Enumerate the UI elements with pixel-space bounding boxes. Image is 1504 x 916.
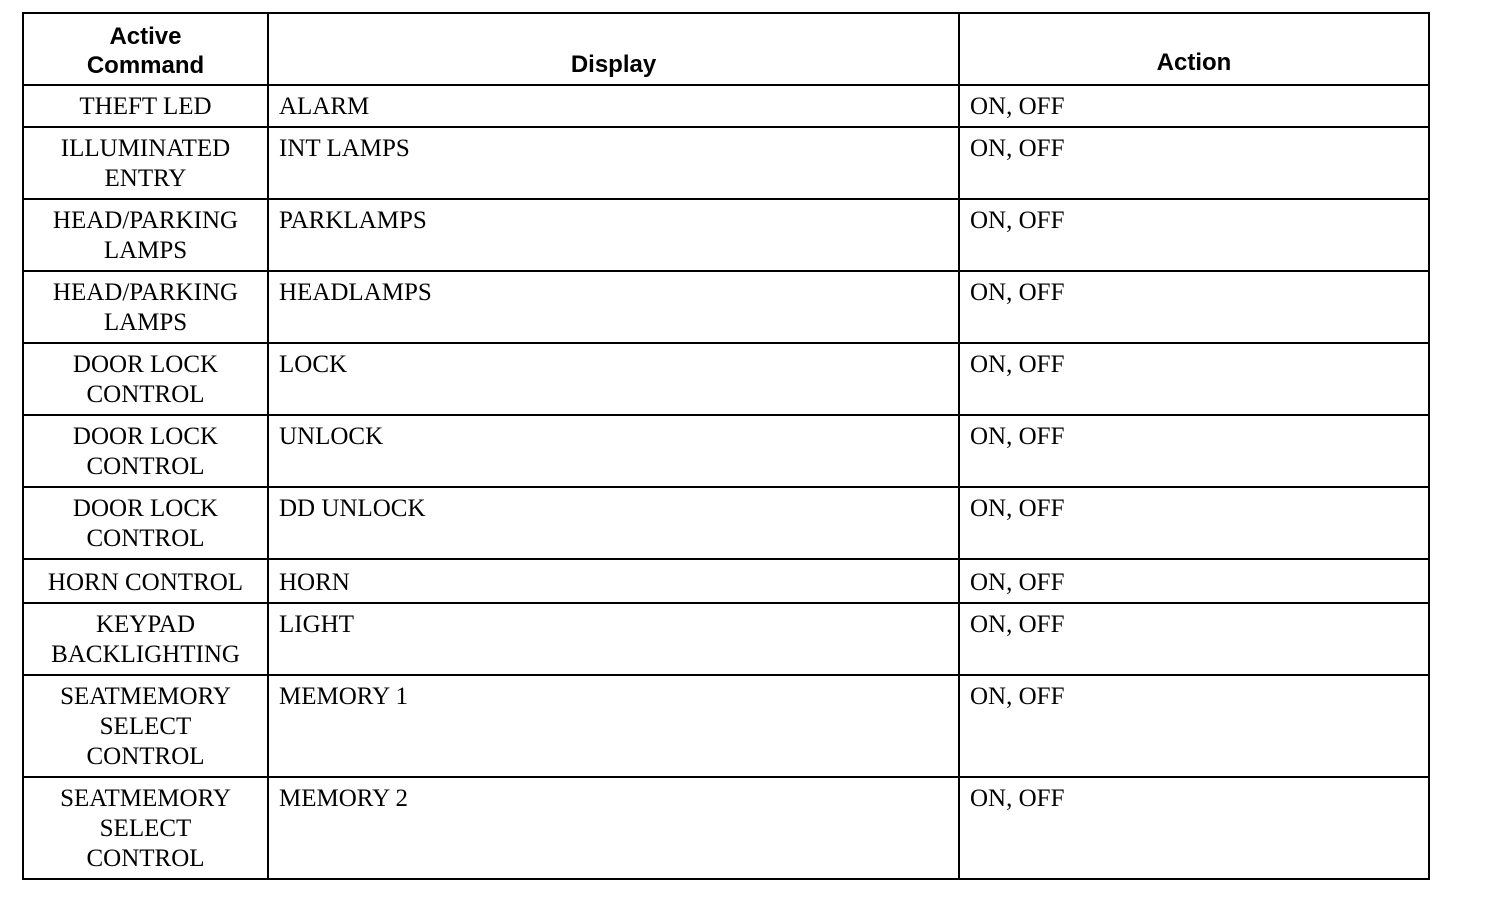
action-cell: ON, OFF <box>959 559 1429 603</box>
header-active-command <box>23 13 268 85</box>
command-text: LAMPS <box>103 237 188 264</box>
header-row <box>23 13 1429 85</box>
command-cell <box>23 271 268 343</box>
command-cell <box>23 675 268 777</box>
command-text: DOOR LOCK <box>72 423 219 450</box>
display-cell: HEADLAMPS <box>268 271 959 343</box>
action-cell: ON, OFF <box>959 343 1429 415</box>
command-text: LAMPS <box>103 309 188 336</box>
action-cell: ON, OFF <box>959 127 1429 199</box>
command-text: CONTROL <box>86 453 205 480</box>
command-text: SEATMEMORY <box>60 785 231 812</box>
command-text: ILLUMINATED <box>60 135 231 162</box>
action-cell: ON, OFF <box>959 675 1429 777</box>
display-cell: PARKLAMPS <box>268 199 959 271</box>
command-text: ENTRY <box>104 165 187 192</box>
header-active-command-line2: Command <box>86 52 205 79</box>
command-text: CONTROL <box>86 525 205 552</box>
action-cell: ON, OFF <box>959 271 1429 343</box>
display-cell: ALARM <box>268 85 959 127</box>
header-active-command-line1: Active <box>109 23 182 50</box>
header-display: Display <box>268 13 959 85</box>
action-cell: ON, OFF <box>959 415 1429 487</box>
command-text: DOOR LOCK <box>72 495 219 522</box>
display-cell: DD UNLOCK <box>268 487 959 559</box>
command-cell <box>23 85 268 127</box>
command-text: HEAD/PARKING <box>52 279 239 306</box>
display-cell: MEMORY 1 <box>268 675 959 777</box>
action-cell: ON, OFF <box>959 199 1429 271</box>
action-cell: ON, OFF <box>959 85 1429 127</box>
table-row <box>23 271 1429 343</box>
command-text: CONTROL <box>86 381 205 408</box>
command-text: KEYPAD <box>95 611 196 638</box>
command-text: CONTROL <box>86 845 205 872</box>
command-text: HEAD/PARKING <box>52 207 239 234</box>
display-cell: HORN <box>268 559 959 603</box>
command-text: THEFT LED <box>79 93 212 120</box>
table-row <box>23 415 1429 487</box>
command-cell <box>23 127 268 199</box>
table-row <box>23 603 1429 675</box>
command-text: SEATMEMORY <box>60 683 231 710</box>
command-cell <box>23 777 268 879</box>
table-row <box>23 127 1429 199</box>
table-row <box>23 487 1429 559</box>
table-row <box>23 777 1429 879</box>
table-row <box>23 343 1429 415</box>
display-cell: INT LAMPS <box>268 127 959 199</box>
command-cell <box>23 487 268 559</box>
table-row <box>23 559 1429 603</box>
table-row <box>23 675 1429 777</box>
command-text: CONTROL <box>86 743 205 770</box>
header-action: Action <box>959 13 1429 85</box>
command-cell <box>23 559 268 603</box>
command-cell <box>23 199 268 271</box>
command-text: SELECT <box>99 815 192 842</box>
command-cell <box>23 415 268 487</box>
display-cell: UNLOCK <box>268 415 959 487</box>
command-cell <box>23 603 268 675</box>
command-text: SELECT <box>99 713 192 740</box>
action-cell: ON, OFF <box>959 487 1429 559</box>
action-cell: ON, OFF <box>959 603 1429 675</box>
action-cell: ON, OFF <box>959 777 1429 879</box>
command-cell <box>23 343 268 415</box>
active-command-table <box>22 12 1430 880</box>
display-cell: MEMORY 2 <box>268 777 959 879</box>
table-row <box>23 199 1429 271</box>
display-cell: LIGHT <box>268 603 959 675</box>
display-cell: LOCK <box>268 343 959 415</box>
table-row <box>23 85 1429 127</box>
command-text: BACKLIGHTING <box>51 641 240 668</box>
command-text: DOOR LOCK <box>72 351 219 378</box>
command-text: HORN CONTROL <box>47 569 244 596</box>
